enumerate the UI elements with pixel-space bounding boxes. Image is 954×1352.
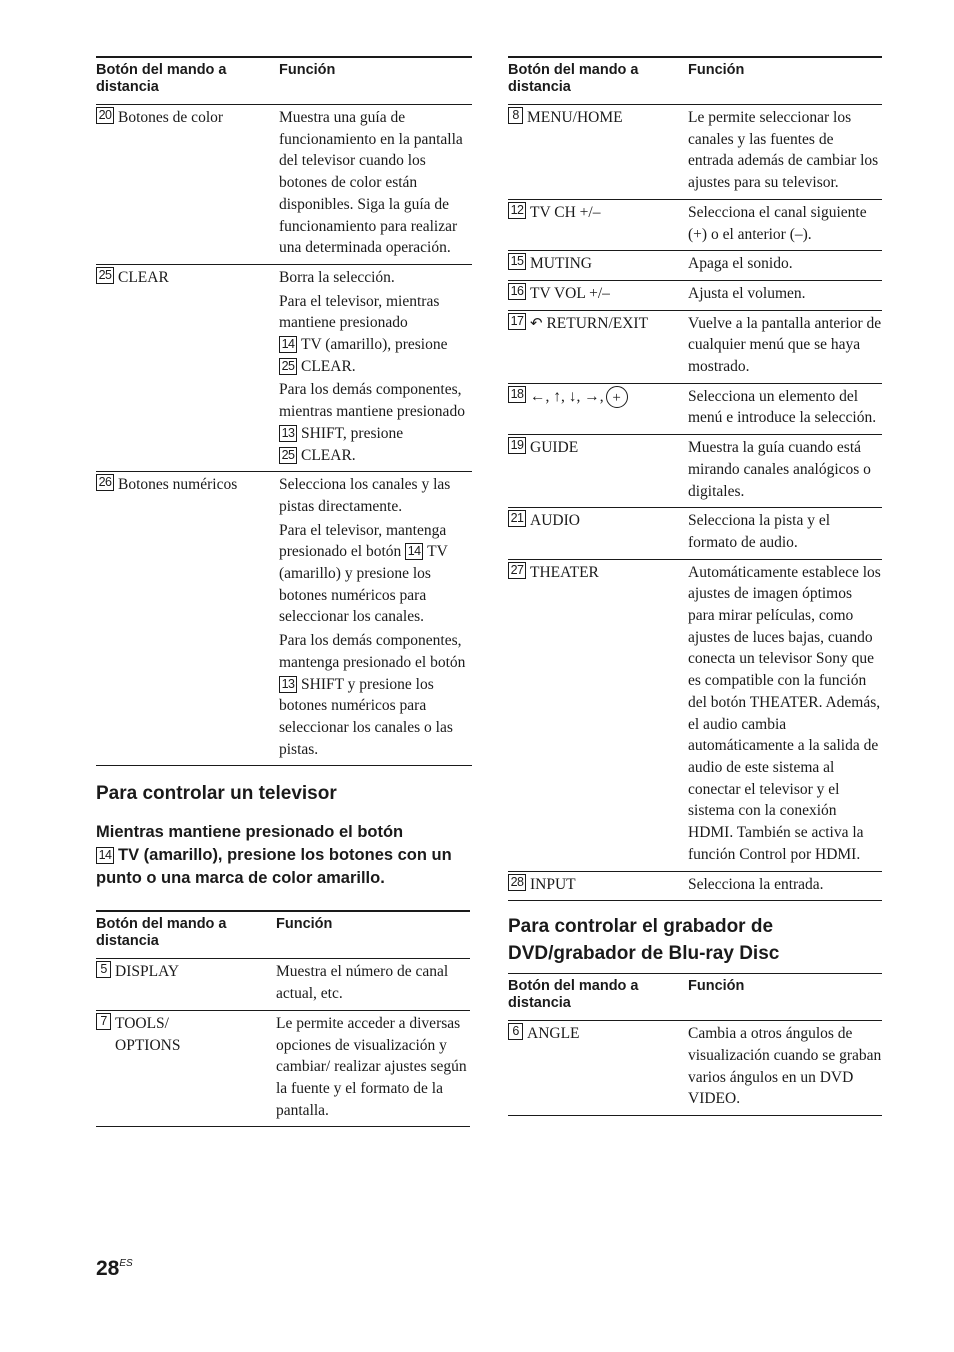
function-text: Le permite acceder a diversas opciones de visualización y cambiar/ realizar ajustes según la fuente y el formato de la pantalla. [276, 1010, 470, 1127]
table-row [508, 383, 882, 434]
dvd-buttons-table [508, 973, 882, 1116]
function-text: Selecciona el canal siguiente (+) o el anterior (–). [688, 199, 882, 250]
function-text: Borra la selección. Para el televisor, mientras mantiene presionado 14 TV (amarillo), presione 25 CLEAR. Para los demás componentes, mientras mantiene presionado 13 SHIFT, presione 25 CLEAR. [279, 264, 472, 471]
button-number-badge: 15 [508, 253, 526, 270]
function-text: Muestra la guía cuando está mirando canales analógicos o digitales. [688, 435, 882, 508]
button-number-badge: 27 [508, 562, 526, 579]
button-name: RETURN/EXIT [546, 314, 649, 332]
button-name: Botones numéricos [118, 476, 238, 494]
button-number-badge: 12 [508, 202, 526, 219]
header-button: Botón del mando a distancia [508, 974, 688, 1021]
button-number-badge: 20 [96, 107, 114, 124]
button-number-badge: 25 [279, 447, 297, 464]
table-header-row [508, 57, 882, 105]
table-row [508, 871, 882, 901]
button-number-badge: 14 [279, 336, 297, 353]
function-text: Muestra una guía de funcionamiento en la pantalla del televisor cuando los botones de color están disponibles. Siga la guía de funcionamiento para realizar una determinada operación. [279, 105, 472, 265]
button-name: MENU/HOME [527, 109, 623, 126]
function-text: Selecciona un elemento del menú e introduce la selección. [688, 383, 882, 434]
button-number-badge: 14 [405, 543, 423, 560]
function-text: Selecciona los canales y las pistas directamente. Para el televisor, mantenga presionado el botón 14 TV (amarillo) y presione los botones numéricos para seleccionar los canales. Para los demás componentes, mantenga presionado el botón 13 SHIFT y presione los botones numéricos para seleccionar los canales o las pistas. [279, 472, 472, 766]
header-button: Botón del mando a distancia [508, 57, 688, 105]
button-number-badge: 13 [279, 676, 297, 693]
button-name: CLEAR [118, 268, 169, 286]
enter-button-icon: + [606, 386, 628, 408]
button-name: GUIDE [530, 439, 579, 457]
button-number-badge: 17 [508, 313, 526, 330]
function-text: Selecciona la pista y el formato de audio. [688, 508, 882, 559]
function-text: Apaga el sonido. [688, 251, 882, 281]
button-name: TV VOL +/– [530, 284, 610, 302]
tv-buttons-table [96, 910, 470, 1127]
button-name: Botones de color [118, 109, 224, 126]
header-function: Función [279, 57, 472, 105]
page-number: $28^{ES}$ [96, 1257, 133, 1280]
table-row [508, 508, 882, 559]
table-header-row [96, 911, 470, 959]
right-column [508, 56, 882, 1116]
table-row [96, 105, 472, 265]
table-header-row [96, 57, 472, 105]
button-name: TV CH +/– [530, 203, 601, 221]
button-number-badge: 8 [508, 107, 523, 124]
button-number-badge: 21 [508, 510, 526, 527]
tv-section-instruction: Mientras mantiene presionado el botón 14 TV (amarillo), presione los botones con un punto o una marca de color amarillo. [96, 823, 452, 888]
table-row [96, 264, 472, 471]
function-text: Cambia a otros ángulos de visualización cuando se graban varios ángulos en un DVD VIDEO. [688, 1021, 882, 1116]
button-name: THEATER [530, 563, 599, 581]
dvd-section-heading: Para controlar el grabador de DVD/grabador de Blu-ray Disc [508, 916, 780, 965]
return-arrow-icon: ↶ [530, 315, 543, 332]
table-row [508, 280, 882, 310]
button-number-badge: 13 [279, 425, 297, 442]
tv-section-heading: Para controlar un televisor [96, 783, 337, 805]
function-text: Le permite seleccionar los canales y las fuentes de entrada además de cambiar los ajustes para su televisor. [688, 105, 882, 200]
header-function: Función [688, 57, 882, 105]
language-code: ES [119, 1258, 133, 1269]
button-name: TOOLS/ OPTIONS [115, 1014, 181, 1054]
table-row [508, 105, 882, 200]
function-text: Ajusta el volumen. [688, 280, 882, 310]
button-number-badge: 19 [508, 437, 526, 454]
button-number-badge: 6 [508, 1023, 523, 1040]
button-number-badge: 26 [96, 474, 114, 491]
remote-buttons-table-left [96, 56, 472, 766]
table-row [508, 559, 882, 871]
table-row [96, 1010, 470, 1127]
table-row [508, 435, 882, 508]
header-function: Función [688, 974, 882, 1021]
button-name: INPUT [530, 875, 576, 893]
button-name: AUDIO [530, 512, 580, 530]
table-row [508, 251, 882, 281]
button-number-badge: 18 [508, 386, 526, 403]
button-name: ANGLE [527, 1025, 580, 1043]
header-button: Botón del mando a distancia [96, 57, 279, 105]
button-number-badge: 28 [508, 874, 526, 891]
remote-buttons-table-right [508, 56, 882, 901]
button-number-badge: 16 [508, 283, 526, 300]
table-row [508, 310, 882, 383]
table-row [508, 1021, 882, 1116]
button-number-badge: 25 [279, 358, 297, 375]
button-number-badge: 14 [96, 847, 114, 864]
left-column [96, 56, 472, 1127]
button-number-badge: 5 [96, 961, 111, 978]
function-text: Muestra el número de canal actual, etc. [276, 959, 470, 1010]
button-number-badge: 7 [96, 1013, 111, 1030]
table-row [96, 472, 472, 766]
button-name: DISPLAY [115, 963, 180, 981]
table-row [508, 199, 882, 250]
function-text: Selecciona la entrada. [688, 871, 882, 901]
header-button: Botón del mando a distancia [96, 911, 276, 959]
table-row [96, 959, 470, 1010]
button-name: MUTING [530, 255, 592, 273]
button-number-badge: 25 [96, 267, 114, 284]
table-header-row [508, 974, 882, 1021]
function-text: Vuelve a la pantalla anterior de cualquier menú que se haya mostrado. [688, 310, 882, 383]
header-function: Función [276, 911, 470, 959]
function-text: Automáticamente establece los ajustes de imagen óptimos para mirar películas, como ajustes de luces bajas, cuando conecta un televisor Sony que es compatible con la función del botón THEATER. Además, el audio cambia automáticamente a la salida de audio de este sistema al conectar el televisor y el sistema con la conexión HDMI. También se activa la función Control por HDMI. [688, 559, 882, 871]
arrow-buttons-label: ←, ↑, ↓, →, [530, 387, 604, 405]
